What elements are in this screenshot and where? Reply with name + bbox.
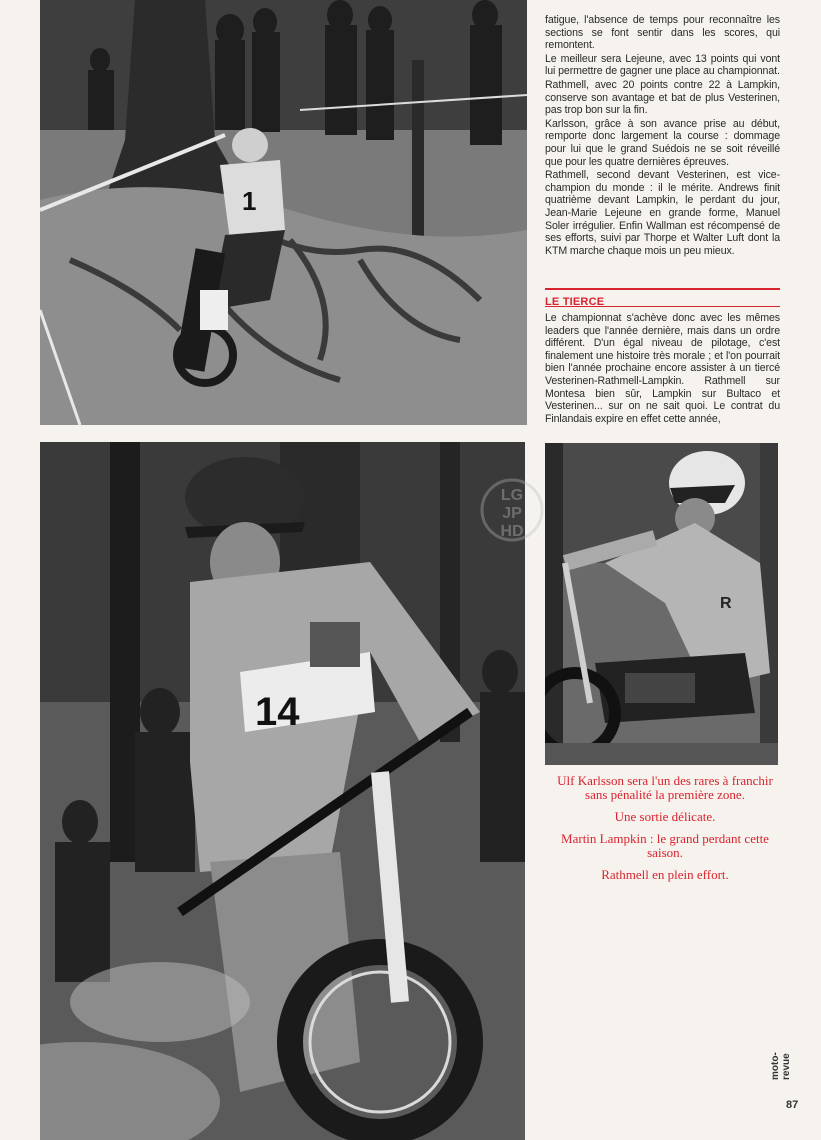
article-text-section xyxy=(545,312,780,425)
photo-rider-rathmell xyxy=(545,443,778,765)
rider-number: 1 xyxy=(242,186,257,216)
page-number: 87 xyxy=(786,1099,799,1111)
watermark-line1: LG xyxy=(500,487,524,504)
article-paragraph: Rathmell, avec 20 points contre 22 à Lampkin, conserve son avantage et bat de plus Vesterinen, pas trop bon sur la fin. xyxy=(545,78,780,117)
caption: Martin Lampkin : le grand perdant cette saison. xyxy=(561,831,769,860)
svg-text:R: R xyxy=(720,595,732,612)
caption: Ulf Karlsson sera l'un des rares à franchir sans pénalité la première zone. xyxy=(557,773,773,802)
caption: Rathmell en plein effort. xyxy=(601,867,729,882)
photo-rider-roots xyxy=(40,0,527,425)
photo-rider-lampkin xyxy=(40,442,525,1140)
section-divider xyxy=(545,306,780,307)
section-title: LE TIERCE xyxy=(545,296,605,308)
photo-captions xyxy=(545,774,785,890)
watermark-line2: JP xyxy=(502,505,522,522)
article-paragraph: Le championnat s'achève donc avec les mêmes leaders que l'année dernière, mais dans un ordre différent. D'un égal niveau de pilotage, c'est finalement une histoire très morale ; et l'on pourrait bien l'année prochaine encore assister à un tiercé Vesterinen-Rathmell-Lampkin. Rathmell sur Montesa bien sûr, Lampkin sur Bultaco et Vesterinen... sur on ne sait quoi. Le contrat du Finlandais expire en effet cette année, xyxy=(545,312,780,425)
article-text xyxy=(545,14,780,258)
rider-number: 14 xyxy=(255,690,300,734)
caption: Une sortie délicate. xyxy=(614,809,716,824)
watermark-logo xyxy=(472,470,552,550)
magazine-name: moto-revue xyxy=(770,1052,792,1080)
article-paragraph: Karlsson, grâce à son avance prise au début, remporte donc largement la course : dommage pour lui que le grand Suédois ne se soit réveillé que pour les quatre dernières épreuves. xyxy=(545,117,780,168)
article-paragraph: fatigue, l'absence de temps pour reconnaître les sections se font sentir dans les scores, qui remontent. xyxy=(545,14,780,52)
article-paragraph: Le meilleur sera Lejeune, avec 13 points qui vont lui permettre de gagner une place au championnat. xyxy=(545,52,780,78)
article-paragraph: Rathmell, second devant Vesterinen, est vice-champion du monde : il le mérite. Andrews finit quatrième devant Lampkin, le perdant du jour, Jean-Marie Lejeune en grande forme, Manuel Soler irrégulier. Enfin Wallman est récompensé de ses efforts, suivi par Thorpe et Walter Luft dont la KTM marche chaque mois un peu mieux. xyxy=(545,169,780,257)
watermark-line3: HD xyxy=(500,523,524,540)
